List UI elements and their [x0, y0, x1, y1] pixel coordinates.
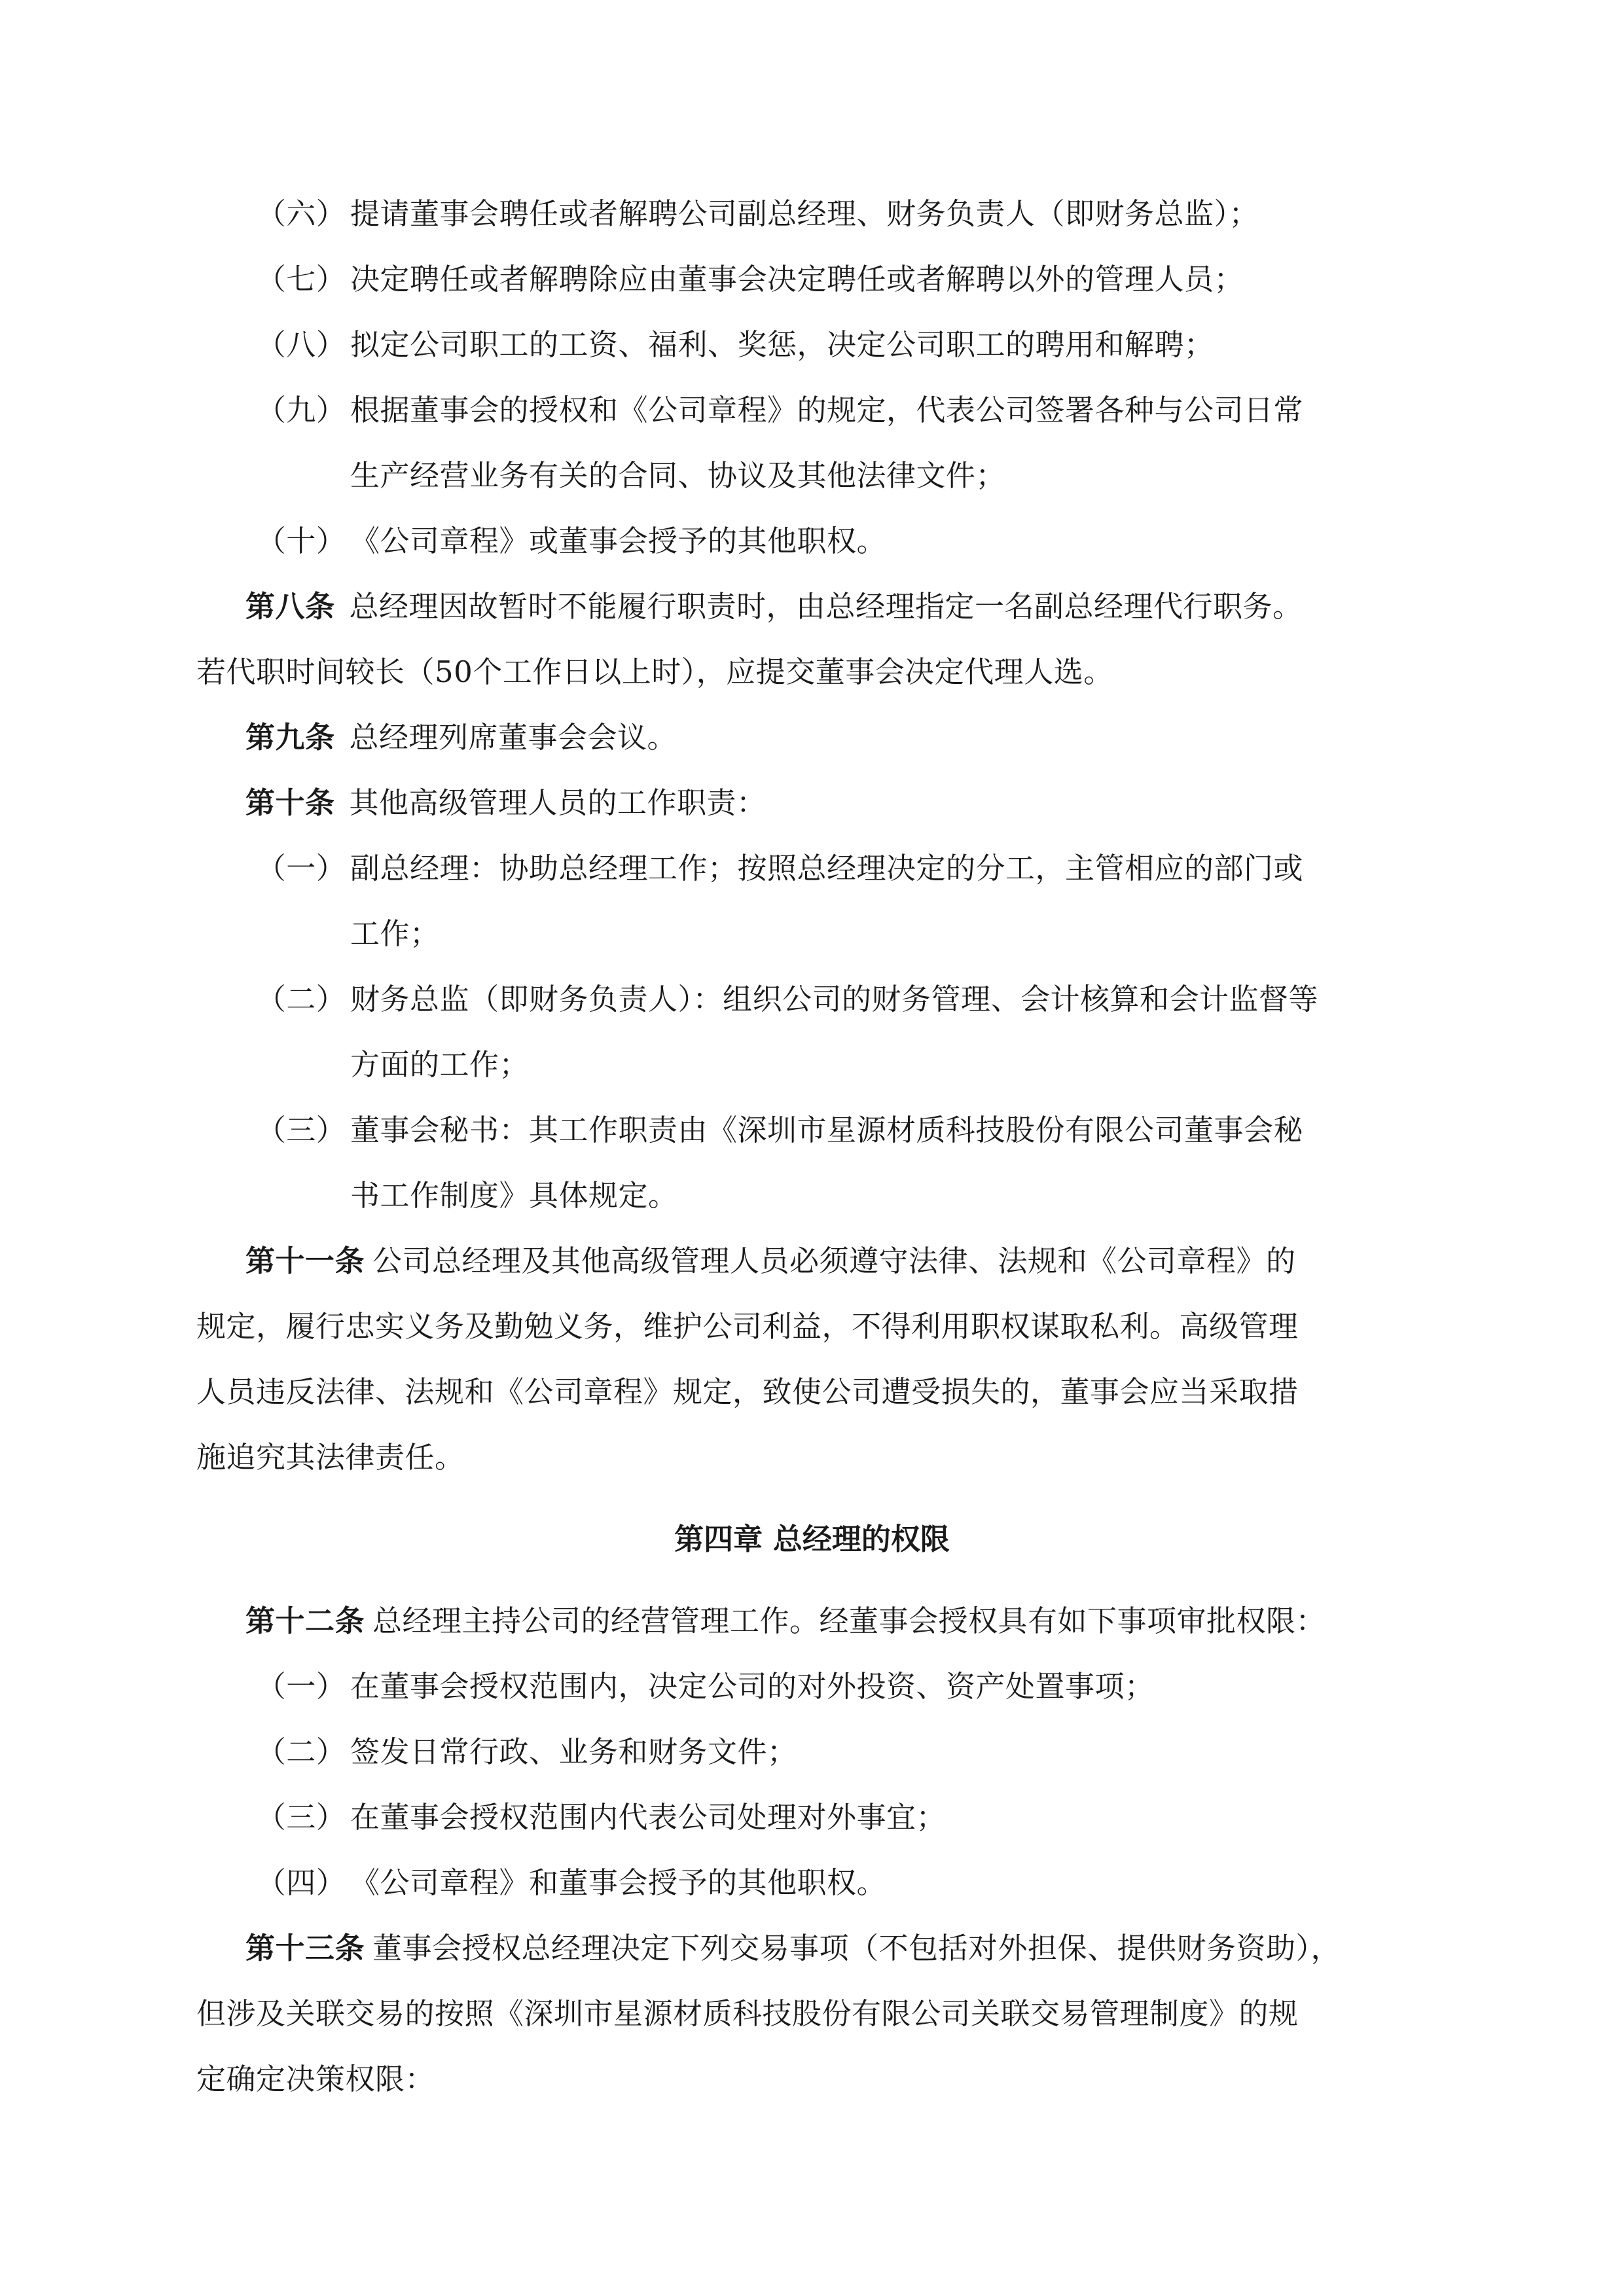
article-label: 第八条: [245, 589, 335, 624]
item-number: （二）: [256, 1734, 346, 1769]
item-number: （九）: [256, 393, 346, 427]
article-text: 总经理主持公司的经营管理工作。经董事会授权具有如下事项审批权限：: [372, 1604, 1326, 1638]
item-text: 财务总监（即财务负责人）：组织公司的财务管理、会计核算和会计监督等: [350, 982, 1319, 1016]
item-text: 董事会秘书：其工作职责由《深圳市星源材质科技股份有限公司董事会秘: [350, 1113, 1304, 1147]
article-12: [245, 1600, 1326, 1642]
item-number: （一）: [256, 851, 346, 886]
item-number: （二）: [256, 982, 346, 1016]
article-13-line-3: 定确定决策权限：: [196, 2062, 435, 2096]
article-10-item-2: [252, 978, 1318, 1020]
article-13: [245, 1928, 1341, 1969]
article-label: 第十一条: [245, 1244, 365, 1278]
article-text: 其他高级管理人员的工作职责：: [349, 785, 767, 820]
article-label: 第九条: [245, 720, 335, 755]
article-12-item-1: [252, 1666, 1155, 1708]
article-10-item-1: [252, 848, 1303, 889]
article-12-item-3: [252, 1797, 946, 1839]
list-item-6: [252, 193, 1259, 235]
list-item-9-continuation: 生产经营业务有关的合同、协议及其他法律文件；: [350, 458, 1006, 493]
article-11-line-2: 规定，履行忠实义务及勤勉义务，维护公司利益，不得利用职权谋取私利。高级管理: [196, 1309, 1299, 1344]
article-8-continuation: 若代职时间较长（50个工作日以上时），应提交董事会决定代理人选。: [196, 655, 1113, 689]
item-text: 在董事会授权范围内代表公司处理对外事宜；: [350, 1800, 947, 1835]
article-10-item-3-continuation: 书工作制度》具体规定。: [350, 1178, 678, 1213]
item-number: （六）: [256, 196, 346, 231]
article-text: 总经理列席董事会会议。: [349, 720, 677, 755]
article-label: 第十三条: [245, 1931, 365, 1965]
item-text: 提请董事会聘任或者解聘公司副总经理、财务负责人（即财务总监）；: [350, 196, 1259, 231]
article-label: 第十条: [245, 785, 335, 820]
list-item-9: [252, 389, 1303, 431]
article-9: [245, 717, 677, 759]
item-number: （三）: [256, 1800, 346, 1835]
item-text: 《公司章程》和董事会授予的其他职权。: [350, 1865, 887, 1900]
list-item-10: [252, 520, 886, 562]
article-8: [245, 586, 1303, 628]
item-text: 《公司章程》或董事会授予的其他职权。: [350, 524, 887, 558]
list-item-8: [252, 324, 1214, 366]
article-text: 总经理因故暂时不能履行职责时，由总经理指定一名副总经理代行职务。: [349, 589, 1303, 624]
article-12-item-2: [252, 1731, 797, 1773]
article-11-line-3: 人员违反法律、法规和《公司章程》规定，致使公司遭受损失的，董事会应当采取措: [196, 1374, 1299, 1409]
article-10-item-1-continuation: 工作；: [350, 916, 440, 951]
article-13-line-2: 但涉及关联交易的按照《深圳市星源材质科技股份有限公司关联交易管理制度》的规: [196, 1996, 1299, 2031]
article-10-item-2-continuation: 方面的工作；: [350, 1047, 530, 1082]
article-12-item-4: [252, 1862, 886, 1904]
article-11: [245, 1240, 1296, 1282]
item-number: （十）: [256, 524, 346, 558]
item-number: （七）: [256, 262, 346, 296]
chapter-4-title: 第四章 总经理的权限: [674, 1522, 950, 1556]
list-item-7: [252, 259, 1244, 300]
item-text: 决定聘任或者解聘除应由董事会决定聘任或者解聘以外的管理人员；: [350, 262, 1244, 296]
article-text: 公司总经理及其他高级管理人员必须遵守法律、法规和《公司章程》的: [372, 1244, 1296, 1278]
item-number: （一）: [256, 1669, 346, 1704]
article-text: 董事会授权总经理决定下列交易事项（不包括对外担保、提供财务资助），: [372, 1931, 1341, 1965]
article-11-line-4: 施追究其法律责任。: [196, 1440, 465, 1475]
item-number: （四）: [256, 1865, 346, 1900]
item-text: 拟定公司职工的工资、福利、奖惩，决定公司职工的聘用和解聘；: [350, 327, 1214, 362]
item-text: 签发日常行政、业务和财务文件；: [350, 1734, 797, 1769]
item-text: 在董事会授权范围内，决定公司的对外投资、资产处置事项；: [350, 1669, 1155, 1704]
item-number: （三）: [256, 1113, 346, 1147]
article-10: [245, 782, 767, 824]
item-number: （八）: [256, 327, 346, 362]
item-text: 副总经理：协助总经理工作；按照总经理决定的分工，主管相应的部门或: [350, 851, 1304, 886]
item-text: 根据董事会的授权和《公司章程》的规定，代表公司签署各种与公司日常: [350, 393, 1304, 427]
article-10-item-3: [252, 1109, 1303, 1151]
article-label: 第十二条: [245, 1604, 365, 1638]
